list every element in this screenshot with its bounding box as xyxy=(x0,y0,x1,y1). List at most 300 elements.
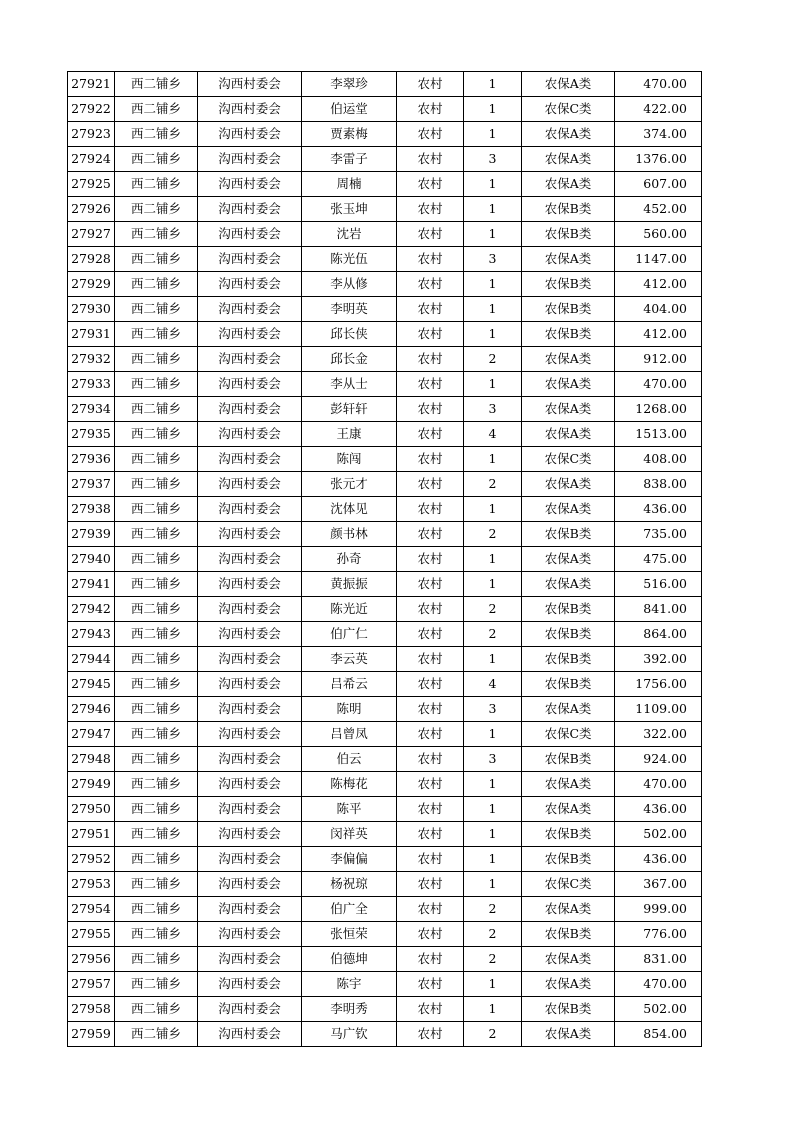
insurance-class-cell: 农保B类 xyxy=(522,922,615,947)
township-cell: 西二铺乡 xyxy=(115,947,198,972)
person-name-cell: 王康 xyxy=(302,422,397,447)
person-name-cell: 杨祝琼 xyxy=(302,872,397,897)
member-count-cell: 4 xyxy=(464,672,522,697)
township-cell: 西二铺乡 xyxy=(115,397,198,422)
insurance-class-cell: 农保B类 xyxy=(522,272,615,297)
record-id-cell: 27922 xyxy=(68,97,115,122)
household-type-cell: 农村 xyxy=(397,672,464,697)
township-cell: 西二铺乡 xyxy=(115,422,198,447)
person-name-cell: 孙奇 xyxy=(302,547,397,572)
township-cell: 西二铺乡 xyxy=(115,547,198,572)
table-row xyxy=(68,397,702,422)
township-cell: 西二铺乡 xyxy=(115,747,198,772)
table-row xyxy=(68,547,702,572)
insurance-class-cell: 农保A类 xyxy=(522,497,615,522)
village-committee-cell: 沟西村委会 xyxy=(198,572,302,597)
insurance-class-cell: 农保A类 xyxy=(522,122,615,147)
assistance-table xyxy=(67,71,702,1047)
insurance-class-cell: 农保B类 xyxy=(522,297,615,322)
amount-cell: 436.00 xyxy=(615,847,702,872)
record-id-cell: 27957 xyxy=(68,972,115,997)
table-row xyxy=(68,822,702,847)
member-count-cell: 1 xyxy=(464,772,522,797)
village-committee-cell: 沟西村委会 xyxy=(198,1022,302,1047)
table-row xyxy=(68,947,702,972)
record-id-cell: 27930 xyxy=(68,297,115,322)
person-name-cell: 闵祥英 xyxy=(302,822,397,847)
table-row xyxy=(68,647,702,672)
table-row xyxy=(68,97,702,122)
township-cell: 西二铺乡 xyxy=(115,97,198,122)
amount-cell: 516.00 xyxy=(615,572,702,597)
insurance-class-cell: 农保B类 xyxy=(522,847,615,872)
table-row xyxy=(68,772,702,797)
record-id-cell: 27958 xyxy=(68,997,115,1022)
insurance-class-cell: 农保C类 xyxy=(522,97,615,122)
insurance-class-cell: 农保A类 xyxy=(522,947,615,972)
village-committee-cell: 沟西村委会 xyxy=(198,72,302,97)
village-committee-cell: 沟西村委会 xyxy=(198,797,302,822)
amount-cell: 502.00 xyxy=(615,997,702,1022)
person-name-cell: 张元才 xyxy=(302,472,397,497)
household-type-cell: 农村 xyxy=(397,472,464,497)
amount-cell: 1376.00 xyxy=(615,147,702,172)
township-cell: 西二铺乡 xyxy=(115,972,198,997)
record-id-cell: 27951 xyxy=(68,822,115,847)
person-name-cell: 陈梅花 xyxy=(302,772,397,797)
household-type-cell: 农村 xyxy=(397,172,464,197)
household-type-cell: 农村 xyxy=(397,1022,464,1047)
record-id-cell: 27927 xyxy=(68,222,115,247)
household-type-cell: 农村 xyxy=(397,347,464,372)
household-type-cell: 农村 xyxy=(397,72,464,97)
household-type-cell: 农村 xyxy=(397,697,464,722)
record-id-cell: 27952 xyxy=(68,847,115,872)
household-type-cell: 农村 xyxy=(397,522,464,547)
household-type-cell: 农村 xyxy=(397,972,464,997)
person-name-cell: 马广钦 xyxy=(302,1022,397,1047)
record-id-cell: 27959 xyxy=(68,1022,115,1047)
member-count-cell: 1 xyxy=(464,272,522,297)
person-name-cell: 邱长侠 xyxy=(302,322,397,347)
township-cell: 西二铺乡 xyxy=(115,772,198,797)
record-id-cell: 27932 xyxy=(68,347,115,372)
amount-cell: 607.00 xyxy=(615,172,702,197)
township-cell: 西二铺乡 xyxy=(115,347,198,372)
village-committee-cell: 沟西村委会 xyxy=(198,922,302,947)
table-row xyxy=(68,997,702,1022)
member-count-cell: 1 xyxy=(464,872,522,897)
record-id-cell: 27938 xyxy=(68,497,115,522)
member-count-cell: 1 xyxy=(464,997,522,1022)
person-name-cell: 李明英 xyxy=(302,297,397,322)
person-name-cell: 张玉坤 xyxy=(302,197,397,222)
member-count-cell: 2 xyxy=(464,347,522,372)
record-id-cell: 27921 xyxy=(68,72,115,97)
village-committee-cell: 沟西村委会 xyxy=(198,172,302,197)
household-type-cell: 农村 xyxy=(397,372,464,397)
insurance-class-cell: 农保A类 xyxy=(522,572,615,597)
table-row xyxy=(68,1022,702,1047)
household-type-cell: 农村 xyxy=(397,247,464,272)
member-count-cell: 1 xyxy=(464,172,522,197)
member-count-cell: 1 xyxy=(464,97,522,122)
table-row xyxy=(68,372,702,397)
village-committee-cell: 沟西村委会 xyxy=(198,547,302,572)
village-committee-cell: 沟西村委会 xyxy=(198,422,302,447)
township-cell: 西二铺乡 xyxy=(115,897,198,922)
record-id-cell: 27942 xyxy=(68,597,115,622)
household-type-cell: 农村 xyxy=(397,622,464,647)
table-row xyxy=(68,922,702,947)
table-row xyxy=(68,472,702,497)
village-committee-cell: 沟西村委会 xyxy=(198,447,302,472)
member-count-cell: 1 xyxy=(464,447,522,472)
person-name-cell: 张恒荣 xyxy=(302,922,397,947)
township-cell: 西二铺乡 xyxy=(115,297,198,322)
insurance-class-cell: 农保A类 xyxy=(522,472,615,497)
member-count-cell: 3 xyxy=(464,147,522,172)
amount-cell: 502.00 xyxy=(615,822,702,847)
amount-cell: 422.00 xyxy=(615,97,702,122)
person-name-cell: 颜书林 xyxy=(302,522,397,547)
insurance-class-cell: 农保B类 xyxy=(522,647,615,672)
insurance-class-cell: 农保A类 xyxy=(522,1022,615,1047)
township-cell: 西二铺乡 xyxy=(115,597,198,622)
household-type-cell: 农村 xyxy=(397,222,464,247)
person-name-cell: 李偏偏 xyxy=(302,847,397,872)
person-name-cell: 吕曾凤 xyxy=(302,722,397,747)
person-name-cell: 伯运堂 xyxy=(302,97,397,122)
amount-cell: 367.00 xyxy=(615,872,702,897)
member-count-cell: 1 xyxy=(464,572,522,597)
insurance-class-cell: 农保A类 xyxy=(522,172,615,197)
member-count-cell: 1 xyxy=(464,322,522,347)
village-committee-cell: 沟西村委会 xyxy=(198,297,302,322)
village-committee-cell: 沟西村委会 xyxy=(198,597,302,622)
village-committee-cell: 沟西村委会 xyxy=(198,247,302,272)
village-committee-cell: 沟西村委会 xyxy=(198,722,302,747)
table-row xyxy=(68,122,702,147)
township-cell: 西二铺乡 xyxy=(115,722,198,747)
township-cell: 西二铺乡 xyxy=(115,147,198,172)
household-type-cell: 农村 xyxy=(397,97,464,122)
record-id-cell: 27941 xyxy=(68,572,115,597)
household-type-cell: 农村 xyxy=(397,647,464,672)
amount-cell: 735.00 xyxy=(615,522,702,547)
village-committee-cell: 沟西村委会 xyxy=(198,997,302,1022)
village-committee-cell: 沟西村委会 xyxy=(198,847,302,872)
member-count-cell: 1 xyxy=(464,72,522,97)
village-committee-cell: 沟西村委会 xyxy=(198,97,302,122)
member-count-cell: 1 xyxy=(464,847,522,872)
household-type-cell: 农村 xyxy=(397,322,464,347)
township-cell: 西二铺乡 xyxy=(115,172,198,197)
record-id-cell: 27953 xyxy=(68,872,115,897)
township-cell: 西二铺乡 xyxy=(115,322,198,347)
member-count-cell: 2 xyxy=(464,922,522,947)
village-committee-cell: 沟西村委会 xyxy=(198,897,302,922)
household-type-cell: 农村 xyxy=(397,397,464,422)
table-row xyxy=(68,247,702,272)
village-committee-cell: 沟西村委会 xyxy=(198,122,302,147)
record-id-cell: 27931 xyxy=(68,322,115,347)
amount-cell: 436.00 xyxy=(615,797,702,822)
amount-cell: 412.00 xyxy=(615,272,702,297)
table-row xyxy=(68,697,702,722)
township-cell: 西二铺乡 xyxy=(115,872,198,897)
person-name-cell: 李雷子 xyxy=(302,147,397,172)
insurance-class-cell: 农保C类 xyxy=(522,447,615,472)
member-count-cell: 4 xyxy=(464,422,522,447)
person-name-cell: 伯云 xyxy=(302,747,397,772)
amount-cell: 924.00 xyxy=(615,747,702,772)
household-type-cell: 农村 xyxy=(397,447,464,472)
record-id-cell: 27944 xyxy=(68,647,115,672)
person-name-cell: 吕希云 xyxy=(302,672,397,697)
amount-cell: 776.00 xyxy=(615,922,702,947)
household-type-cell: 农村 xyxy=(397,947,464,972)
table-row xyxy=(68,197,702,222)
amount-cell: 392.00 xyxy=(615,647,702,672)
member-count-cell: 2 xyxy=(464,1022,522,1047)
amount-cell: 470.00 xyxy=(615,972,702,997)
village-committee-cell: 沟西村委会 xyxy=(198,697,302,722)
member-count-cell: 1 xyxy=(464,972,522,997)
township-cell: 西二铺乡 xyxy=(115,372,198,397)
township-cell: 西二铺乡 xyxy=(115,1022,198,1047)
village-committee-cell: 沟西村委会 xyxy=(198,497,302,522)
township-cell: 西二铺乡 xyxy=(115,472,198,497)
village-committee-cell: 沟西村委会 xyxy=(198,647,302,672)
household-type-cell: 农村 xyxy=(397,122,464,147)
household-type-cell: 农村 xyxy=(397,922,464,947)
village-committee-cell: 沟西村委会 xyxy=(198,472,302,497)
insurance-class-cell: 农保B类 xyxy=(522,997,615,1022)
table-row xyxy=(68,672,702,697)
insurance-class-cell: 农保B类 xyxy=(522,197,615,222)
insurance-class-cell: 农保A类 xyxy=(522,372,615,397)
member-count-cell: 1 xyxy=(464,122,522,147)
household-type-cell: 农村 xyxy=(397,572,464,597)
record-id-cell: 27943 xyxy=(68,622,115,647)
member-count-cell: 2 xyxy=(464,472,522,497)
member-count-cell: 3 xyxy=(464,747,522,772)
record-id-cell: 27933 xyxy=(68,372,115,397)
person-name-cell: 李从修 xyxy=(302,272,397,297)
insurance-class-cell: 农保C类 xyxy=(522,872,615,897)
township-cell: 西二铺乡 xyxy=(115,522,198,547)
amount-cell: 322.00 xyxy=(615,722,702,747)
township-cell: 西二铺乡 xyxy=(115,647,198,672)
person-name-cell: 沈体见 xyxy=(302,497,397,522)
insurance-class-cell: 农保A类 xyxy=(522,897,615,922)
insurance-class-cell: 农保B类 xyxy=(522,322,615,347)
township-cell: 西二铺乡 xyxy=(115,247,198,272)
insurance-class-cell: 农保A类 xyxy=(522,972,615,997)
amount-cell: 560.00 xyxy=(615,222,702,247)
household-type-cell: 农村 xyxy=(397,872,464,897)
township-cell: 西二铺乡 xyxy=(115,672,198,697)
household-type-cell: 农村 xyxy=(397,747,464,772)
person-name-cell: 陈光伍 xyxy=(302,247,397,272)
member-count-cell: 1 xyxy=(464,547,522,572)
person-name-cell: 李明秀 xyxy=(302,997,397,1022)
insurance-class-cell: 农保A类 xyxy=(522,347,615,372)
amount-cell: 404.00 xyxy=(615,297,702,322)
household-type-cell: 农村 xyxy=(397,722,464,747)
village-committee-cell: 沟西村委会 xyxy=(198,622,302,647)
village-committee-cell: 沟西村委会 xyxy=(198,822,302,847)
member-count-cell: 2 xyxy=(464,947,522,972)
table-body xyxy=(68,72,702,1047)
member-count-cell: 1 xyxy=(464,647,522,672)
village-committee-cell: 沟西村委会 xyxy=(198,947,302,972)
household-type-cell: 农村 xyxy=(397,597,464,622)
person-name-cell: 沈岩 xyxy=(302,222,397,247)
amount-cell: 412.00 xyxy=(615,322,702,347)
table-row xyxy=(68,797,702,822)
village-committee-cell: 沟西村委会 xyxy=(198,872,302,897)
insurance-class-cell: 农保B类 xyxy=(522,747,615,772)
amount-cell: 864.00 xyxy=(615,622,702,647)
member-count-cell: 1 xyxy=(464,297,522,322)
member-count-cell: 2 xyxy=(464,522,522,547)
township-cell: 西二铺乡 xyxy=(115,447,198,472)
table-row xyxy=(68,322,702,347)
person-name-cell: 黄振振 xyxy=(302,572,397,597)
member-count-cell: 1 xyxy=(464,797,522,822)
household-type-cell: 农村 xyxy=(397,297,464,322)
village-committee-cell: 沟西村委会 xyxy=(198,272,302,297)
member-count-cell: 1 xyxy=(464,722,522,747)
table-row xyxy=(68,747,702,772)
person-name-cell: 周楠 xyxy=(302,172,397,197)
amount-cell: 841.00 xyxy=(615,597,702,622)
table-row xyxy=(68,497,702,522)
table-row xyxy=(68,447,702,472)
table-row xyxy=(68,572,702,597)
table-row xyxy=(68,297,702,322)
amount-cell: 1513.00 xyxy=(615,422,702,447)
insurance-class-cell: 农保B类 xyxy=(522,672,615,697)
person-name-cell: 伯德坤 xyxy=(302,947,397,972)
record-id-cell: 27924 xyxy=(68,147,115,172)
table-row xyxy=(68,847,702,872)
table-row xyxy=(68,897,702,922)
household-type-cell: 农村 xyxy=(397,547,464,572)
member-count-cell: 2 xyxy=(464,897,522,922)
person-name-cell: 邱长金 xyxy=(302,347,397,372)
record-id-cell: 27926 xyxy=(68,197,115,222)
table-row xyxy=(68,872,702,897)
record-id-cell: 27936 xyxy=(68,447,115,472)
township-cell: 西二铺乡 xyxy=(115,197,198,222)
township-cell: 西二铺乡 xyxy=(115,997,198,1022)
township-cell: 西二铺乡 xyxy=(115,922,198,947)
person-name-cell: 陈闯 xyxy=(302,447,397,472)
township-cell: 西二铺乡 xyxy=(115,622,198,647)
insurance-class-cell: 农保C类 xyxy=(522,722,615,747)
table-row xyxy=(68,147,702,172)
amount-cell: 1268.00 xyxy=(615,397,702,422)
township-cell: 西二铺乡 xyxy=(115,847,198,872)
amount-cell: 470.00 xyxy=(615,72,702,97)
insurance-class-cell: 农保B类 xyxy=(522,222,615,247)
person-name-cell: 陈光近 xyxy=(302,597,397,622)
township-cell: 西二铺乡 xyxy=(115,797,198,822)
record-id-cell: 27945 xyxy=(68,672,115,697)
table-row xyxy=(68,522,702,547)
person-name-cell: 彭轩轩 xyxy=(302,397,397,422)
amount-cell: 912.00 xyxy=(615,347,702,372)
person-name-cell: 李云英 xyxy=(302,647,397,672)
village-committee-cell: 沟西村委会 xyxy=(198,397,302,422)
member-count-cell: 3 xyxy=(464,247,522,272)
table-row xyxy=(68,172,702,197)
household-type-cell: 农村 xyxy=(397,422,464,447)
township-cell: 西二铺乡 xyxy=(115,497,198,522)
record-id-cell: 27949 xyxy=(68,772,115,797)
person-name-cell: 贾素梅 xyxy=(302,122,397,147)
record-id-cell: 27947 xyxy=(68,722,115,747)
household-type-cell: 农村 xyxy=(397,797,464,822)
village-committee-cell: 沟西村委会 xyxy=(198,372,302,397)
table-row xyxy=(68,272,702,297)
township-cell: 西二铺乡 xyxy=(115,122,198,147)
person-name-cell: 伯广全 xyxy=(302,897,397,922)
amount-cell: 452.00 xyxy=(615,197,702,222)
household-type-cell: 农村 xyxy=(397,847,464,872)
record-id-cell: 27948 xyxy=(68,747,115,772)
member-count-cell: 3 xyxy=(464,697,522,722)
member-count-cell: 1 xyxy=(464,197,522,222)
amount-cell: 470.00 xyxy=(615,772,702,797)
amount-cell: 1756.00 xyxy=(615,672,702,697)
amount-cell: 436.00 xyxy=(615,497,702,522)
table-row xyxy=(68,347,702,372)
village-committee-cell: 沟西村委会 xyxy=(198,747,302,772)
member-count-cell: 1 xyxy=(464,372,522,397)
insurance-class-cell: 农保A类 xyxy=(522,797,615,822)
household-type-cell: 农村 xyxy=(397,997,464,1022)
record-id-cell: 27940 xyxy=(68,547,115,572)
insurance-class-cell: 农保A类 xyxy=(522,397,615,422)
village-committee-cell: 沟西村委会 xyxy=(198,672,302,697)
village-committee-cell: 沟西村委会 xyxy=(198,147,302,172)
village-committee-cell: 沟西村委会 xyxy=(198,772,302,797)
member-count-cell: 3 xyxy=(464,397,522,422)
person-name-cell: 伯广仁 xyxy=(302,622,397,647)
insurance-class-cell: 农保B类 xyxy=(522,622,615,647)
household-type-cell: 农村 xyxy=(397,772,464,797)
member-count-cell: 1 xyxy=(464,222,522,247)
record-id-cell: 27956 xyxy=(68,947,115,972)
record-id-cell: 27937 xyxy=(68,472,115,497)
person-name-cell: 李从士 xyxy=(302,372,397,397)
insurance-class-cell: 农保A类 xyxy=(522,772,615,797)
insurance-class-cell: 农保B类 xyxy=(522,597,615,622)
amount-cell: 470.00 xyxy=(615,372,702,397)
person-name-cell: 李翠珍 xyxy=(302,72,397,97)
record-id-cell: 27925 xyxy=(68,172,115,197)
table-row xyxy=(68,597,702,622)
household-type-cell: 农村 xyxy=(397,147,464,172)
insurance-class-cell: 农保A类 xyxy=(522,147,615,172)
insurance-class-cell: 农保A类 xyxy=(522,697,615,722)
household-type-cell: 农村 xyxy=(397,897,464,922)
amount-cell: 408.00 xyxy=(615,447,702,472)
